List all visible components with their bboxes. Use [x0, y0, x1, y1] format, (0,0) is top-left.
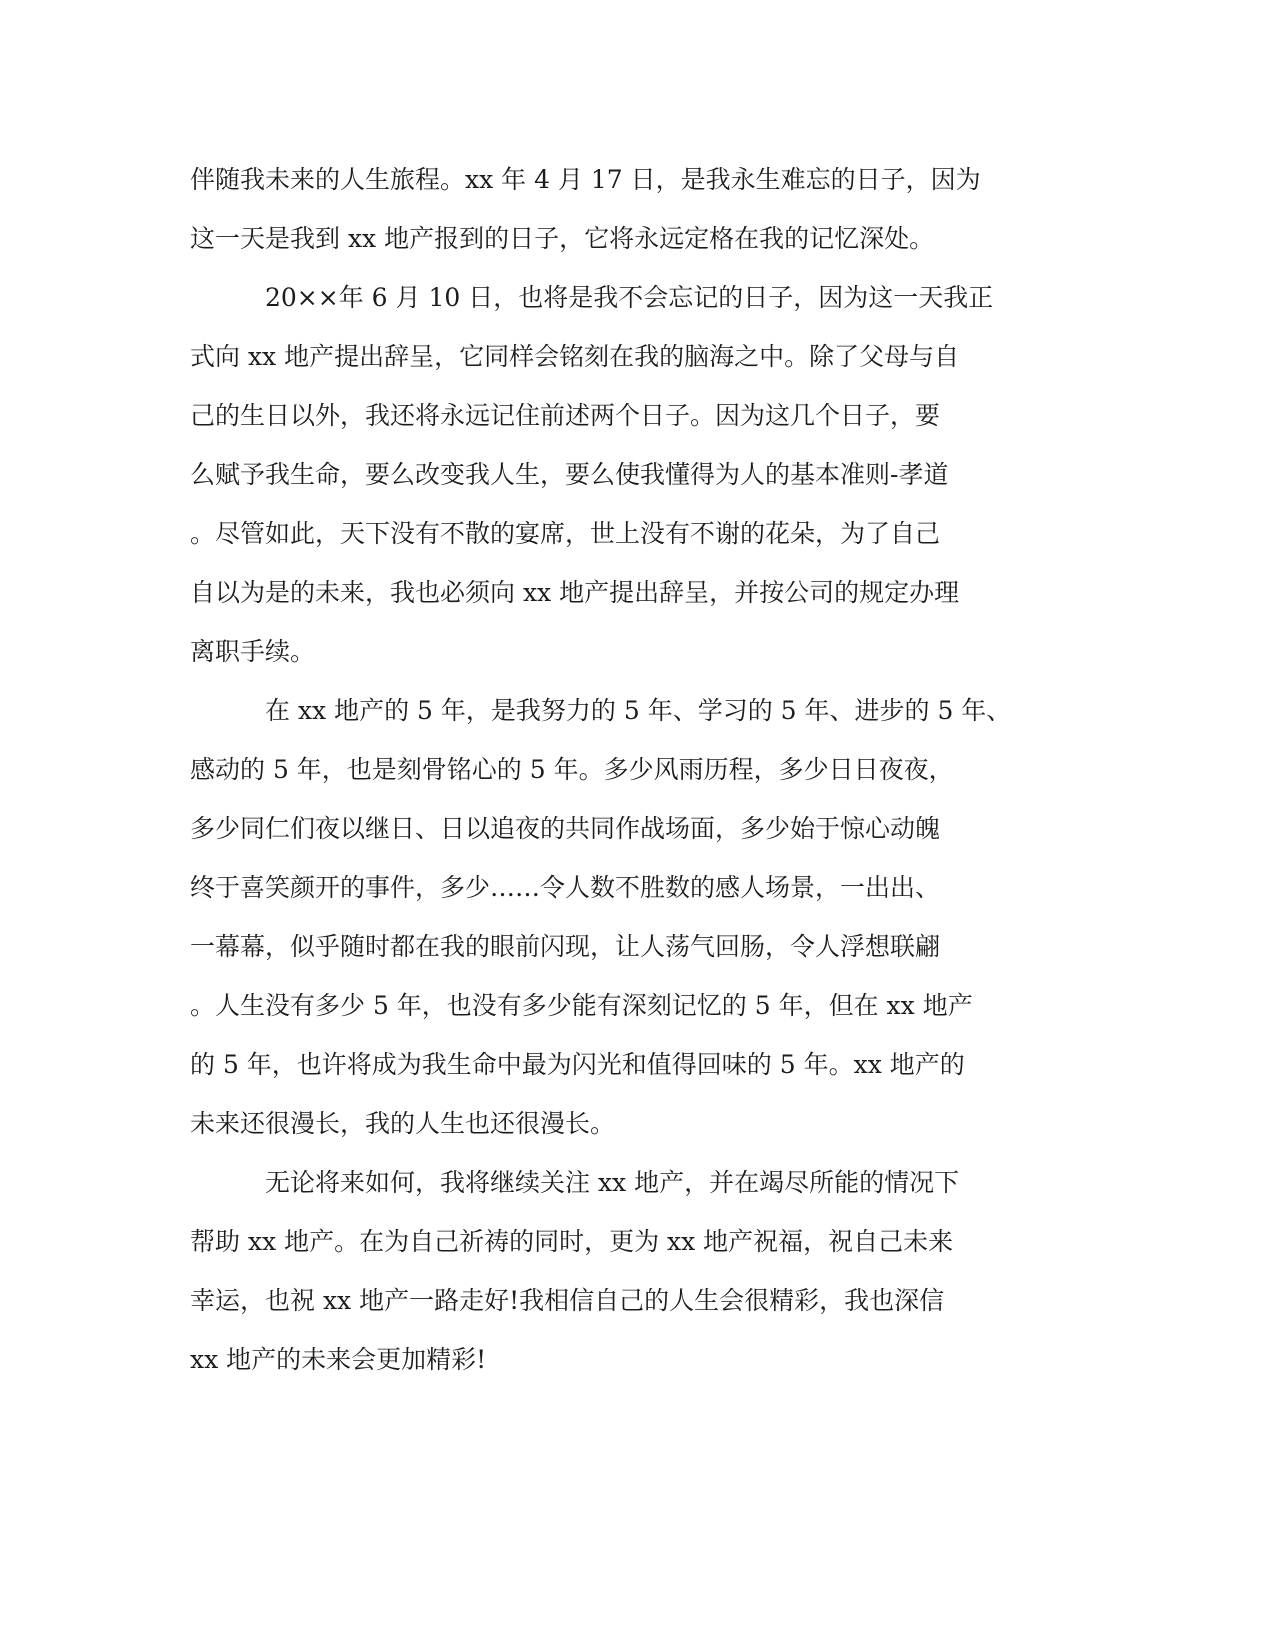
text-line: 终于喜笑颜开的事件，多少……令人数不胜数的感人场景，一出出、: [190, 873, 941, 902]
text-line: 的 5 年，也许将成为我生命中最为闪光和值得回味的 5 年。xx 地产的: [190, 1050, 965, 1079]
text-line: 自以为是的未来，我也必须向 xx 地产提出辞呈，并按公司的规定办理: [190, 578, 960, 607]
paragraph-start-line: 在 xx 地产的 5 年，是我努力的 5 年、学习的 5 年、进步的 5 年、: [265, 696, 1012, 725]
text-line: 这一天是我到 xx 地产报到的日子，它将永远定格在我的记忆深处。: [190, 224, 935, 253]
text-line: 幸运，也祝 xx 地产一路走好!我相信自己的人生会很精彩，我也深信: [190, 1286, 945, 1315]
text-line: xx 地产的未来会更加精彩!: [190, 1345, 487, 1374]
text-line: 式向 xx 地产提出辞呈，它同样会铭刻在我的脑海之中。除了父母与自: [190, 342, 960, 371]
text-line: 么赋予我生命，要么改变我人生，要么使我懂得为人的基本准则-孝道: [190, 460, 949, 489]
paragraph-start-line: 20××年 6 月 10 日，也将是我不会忘记的日子，因为这一天我正: [265, 283, 994, 312]
text-line: 感动的 5 年，也是刻骨铭心的 5 年。多少风雨历程，多少日日夜夜，: [190, 755, 954, 784]
paragraph-start-line: 无论将来如何，我将继续关注 xx 地产，并在竭尽所能的情况下: [265, 1168, 960, 1197]
text-line: 。人生没有多少 5 年，也没有多少能有深刻记忆的 5 年，但在 xx 地产: [190, 991, 973, 1020]
text-line: 帮助 xx 地产。在为自己祈祷的同时，更为 xx 地产祝福，祝自己未来: [190, 1227, 954, 1256]
text-line: 未来还很漫长，我的人生也还很漫长。: [190, 1109, 616, 1138]
text-line: 伴随我未来的人生旅程。xx 年 4 月 17 日，是我永生难忘的日子，因为: [190, 165, 981, 194]
text-line: 一幕幕，似乎随时都在我的眼前闪现，让人荡气回肠，令人浮想联翩: [190, 932, 941, 961]
text-line: 己的生日以外，我还将永远记住前述两个日子。因为这几个日子，要: [190, 401, 941, 430]
text-line: 离职手续。: [190, 637, 316, 666]
text-line: 多少同仁们夜以继日、日以追夜的共同作战场面，多少始于惊心动魄: [190, 814, 941, 843]
text-line: 。尽管如此，天下没有不散的宴席，世上没有不谢的花朵，为了自己: [190, 519, 941, 548]
